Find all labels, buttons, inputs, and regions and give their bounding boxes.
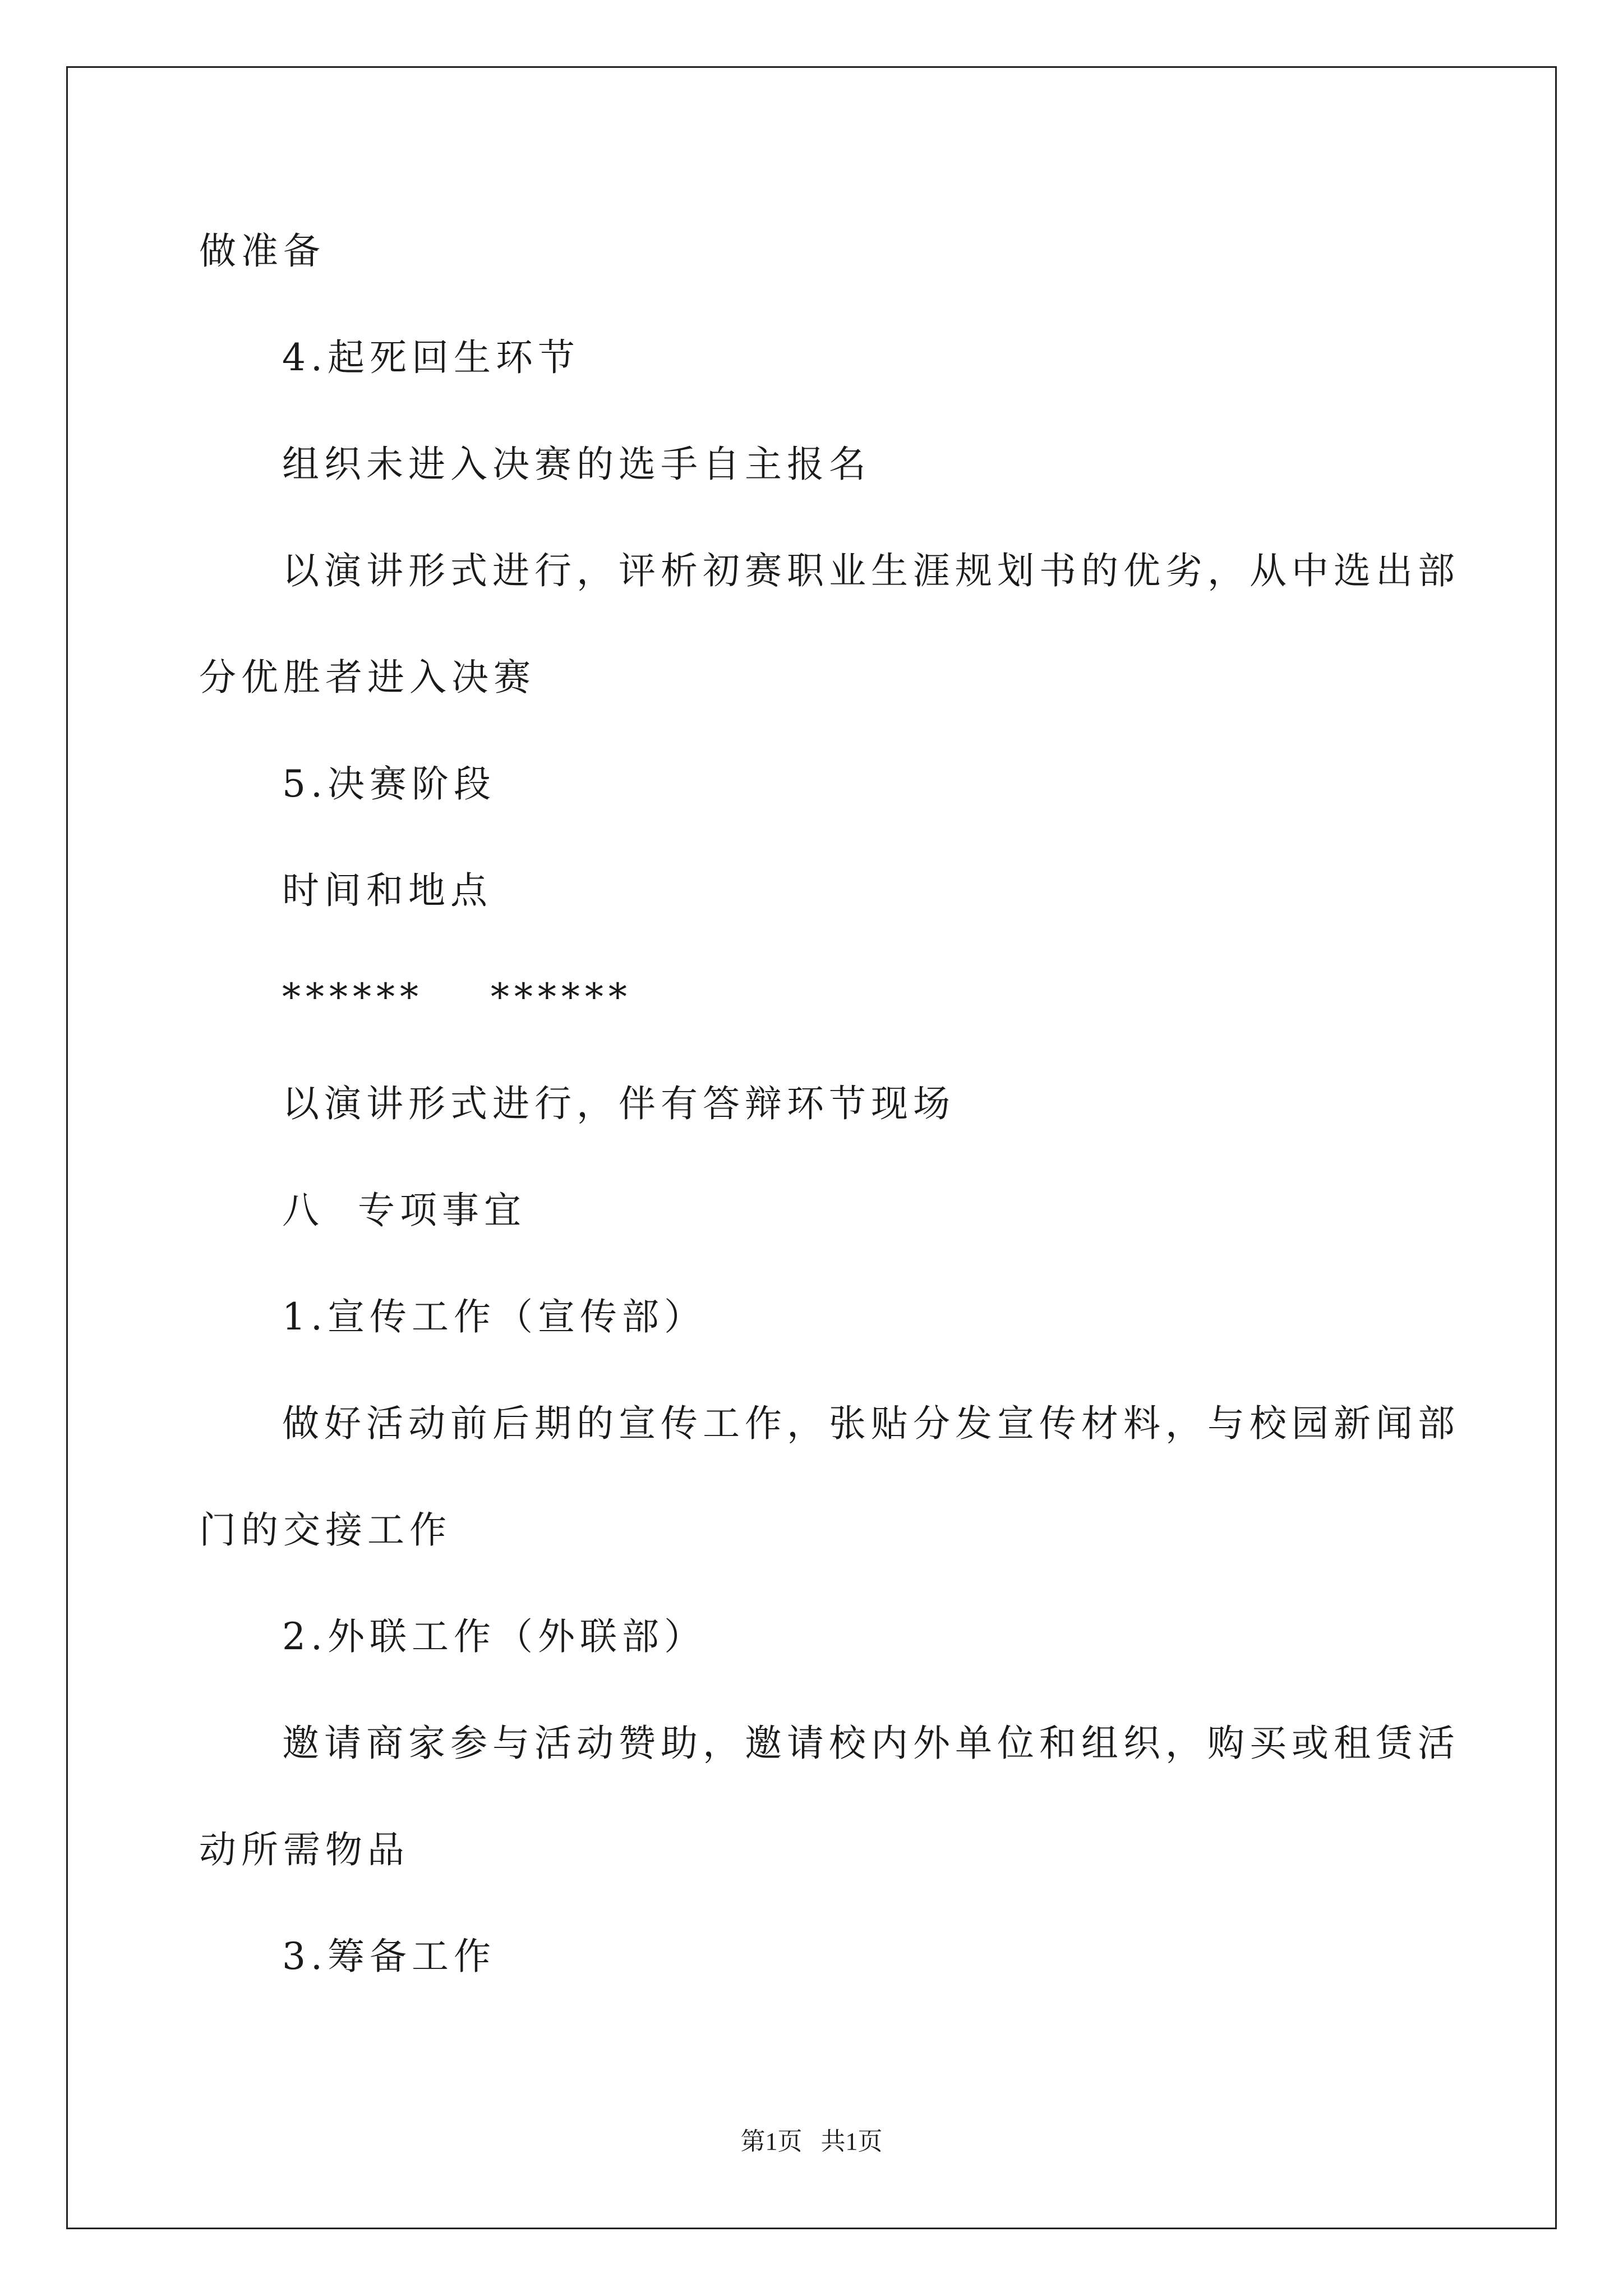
paragraph-line: 门的交接工作 — [199, 1508, 451, 1552]
paragraph-line: 4.起死回生环节 — [282, 336, 580, 379]
paragraph-line: 邀请商家参与活动赞助，邀请校内外单位和组织，购买或租赁活 — [282, 1722, 1460, 1765]
paragraph-line: 1.宣传工作（宣传部） — [282, 1295, 706, 1338]
paragraph-line: 分优胜者进入决赛 — [199, 656, 536, 699]
paragraph-line: 时间和地点 — [282, 869, 492, 912]
page-footer: 第1页 共1页 — [740, 2128, 883, 2155]
paragraph-line: 以演讲形式进行，评析初赛职业生涯规划书的优劣，从中选出部 — [282, 549, 1460, 592]
paragraph-line: 3.筹备工作 — [282, 1935, 496, 1978]
paragraph-line: 做准备 — [199, 229, 325, 273]
paragraph-line: 做好活动前后期的宣传工作，张贴分发宣传材料，与校园新闻部 — [282, 1402, 1460, 1445]
section-heading: 八 专项事宜 — [282, 1189, 526, 1232]
paragraph-line: 以演讲形式进行，伴有答辩环节现场 — [282, 1082, 955, 1125]
paragraph-line: ****** ****** — [282, 976, 632, 1019]
page-border — [66, 66, 1557, 2229]
paragraph-line: 动所需物品 — [199, 1828, 409, 1871]
paragraph-line: 5.决赛阶段 — [282, 762, 496, 806]
paragraph-line: 2.外联工作（外联部） — [282, 1615, 706, 1658]
paragraph-line: 组织未进入决赛的选手自主报名 — [282, 443, 871, 486]
